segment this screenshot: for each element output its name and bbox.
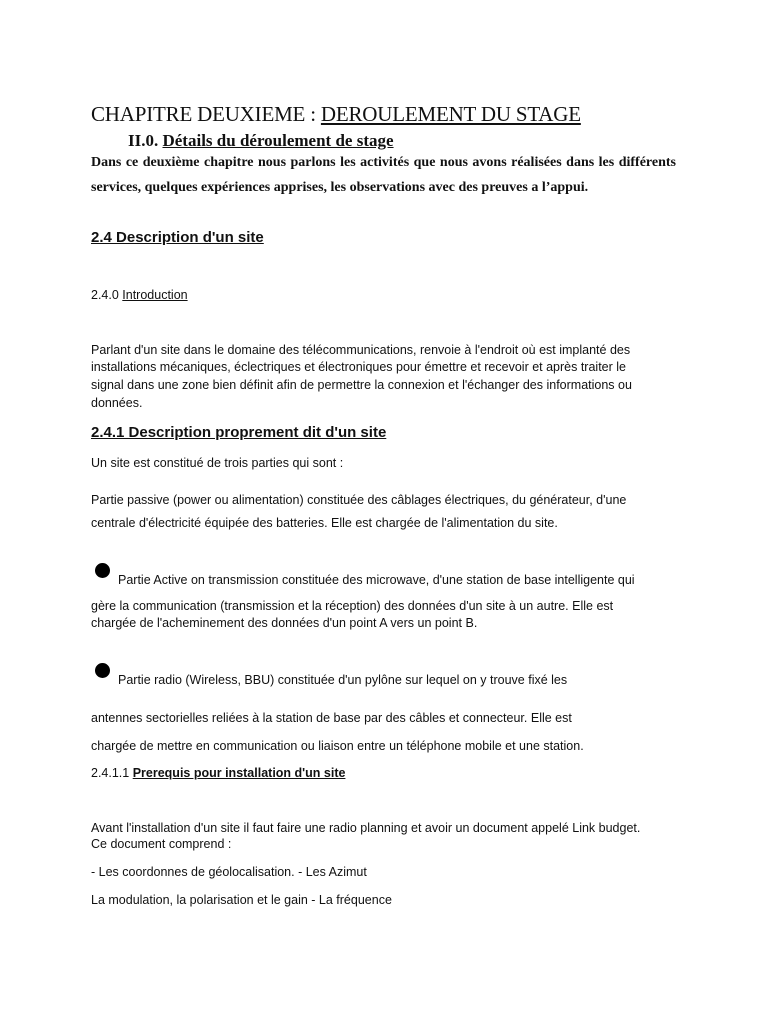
bullet-dot-icon [95, 663, 110, 678]
section-2-4-1-1-heading [91, 764, 345, 782]
chapter-title [91, 100, 581, 128]
section-2-4-1-heading: 2.4.1 Description proprement dit d'un site [91, 424, 387, 441]
section-ii0-number: II.0. [128, 131, 163, 150]
chapter-prefix: CHAPITRE DEUXIEME : [91, 102, 321, 126]
prereq-para-line-1: Avant l'installation d'un site il faut faire une radio planning et avoir un document appelé Link budget. [91, 821, 641, 835]
part-active-line-3: chargée de l'acheminement des données d'un point A vers un point B. [91, 616, 478, 630]
prereq-item-1: - Les coordonnes de géolocalisation. - Les Azimut [91, 865, 367, 879]
intro-para-line-1: Parlant d'un site dans le domaine des télécommunications, renvoie à l'endroit où est implanté des [91, 343, 631, 357]
intro-line-3: l’appui. [541, 180, 589, 195]
bullet-dot-icon [95, 563, 110, 578]
part-passive-line-2: centrale d'électricité équipée des batteries. Elle est chargée de l'alimentation du site. [91, 516, 558, 530]
part-active-line-1: Partie Active on transmission constituée des microwave, d'une station de base intelligente qui [118, 573, 635, 587]
intro-line-1: Dans ce deuxième chapitre nous parlons les activités que nous avons réalisées dans les [91, 155, 615, 170]
section-2-4-0-number: 2.4.0 [91, 288, 123, 302]
part-radio-line-3: chargée de mettre en communication ou liaison entre un téléphone mobile et une station. [91, 739, 584, 753]
part-radio-line-2: antennes sectorielles reliées à la station de base par des câbles et connecteur. Elle est [91, 711, 572, 725]
section-2-4-heading: 2.4 Description d'un site [91, 229, 264, 246]
part-passive-text-1: Partie passive (power ou alimentation) constituée des câblages électriques, du générateur, d'une [91, 493, 627, 507]
part-passive-line-1 [91, 491, 626, 509]
section-2-4-0-title: Introduction [122, 288, 188, 302]
chapter-name: DEROULEMENT DU STAGE [320, 102, 581, 126]
prereq-para-line-2: Ce document comprend : [91, 837, 232, 851]
section-2-4-1-1-number: 2.4.1.1 [91, 766, 133, 780]
section-2-4-1-1-title: Prerequis pour installation d'un site [132, 766, 346, 780]
intro-para-line-4: données. [91, 396, 143, 410]
part-radio-line-1: Partie radio (Wireless, BBU) constituée d'un pylône sur lequel on y trouve fixé les [118, 673, 568, 687]
intro-para-line-2: installations mécaniques, éclectriques et électroniques pour émettre et recevoir et après traiter le [91, 360, 626, 374]
intro-para-line-3: signal dans une zone bien définit afin de permettre la connexion et l'échanger des informations ou [91, 378, 632, 392]
parts-lead-text: Un site est constitué de trois parties qui sont : [91, 456, 344, 470]
part-active-line-2: gère la communication (transmission et la réception) des données d'un site à un autre. Elle est [91, 599, 614, 613]
prereq-item-2: La modulation, la polarisation et le gain - La fréquence [91, 893, 392, 907]
intro-paragraph [91, 150, 676, 200]
section-ii0-heading [128, 130, 394, 152]
intro-line-2: différents services, quelques expériences apprises, les observations avec des preuves a [91, 155, 677, 195]
section-2-4-0-heading [91, 286, 188, 304]
section-ii0-title: Détails du déroulement de stage [162, 131, 394, 150]
